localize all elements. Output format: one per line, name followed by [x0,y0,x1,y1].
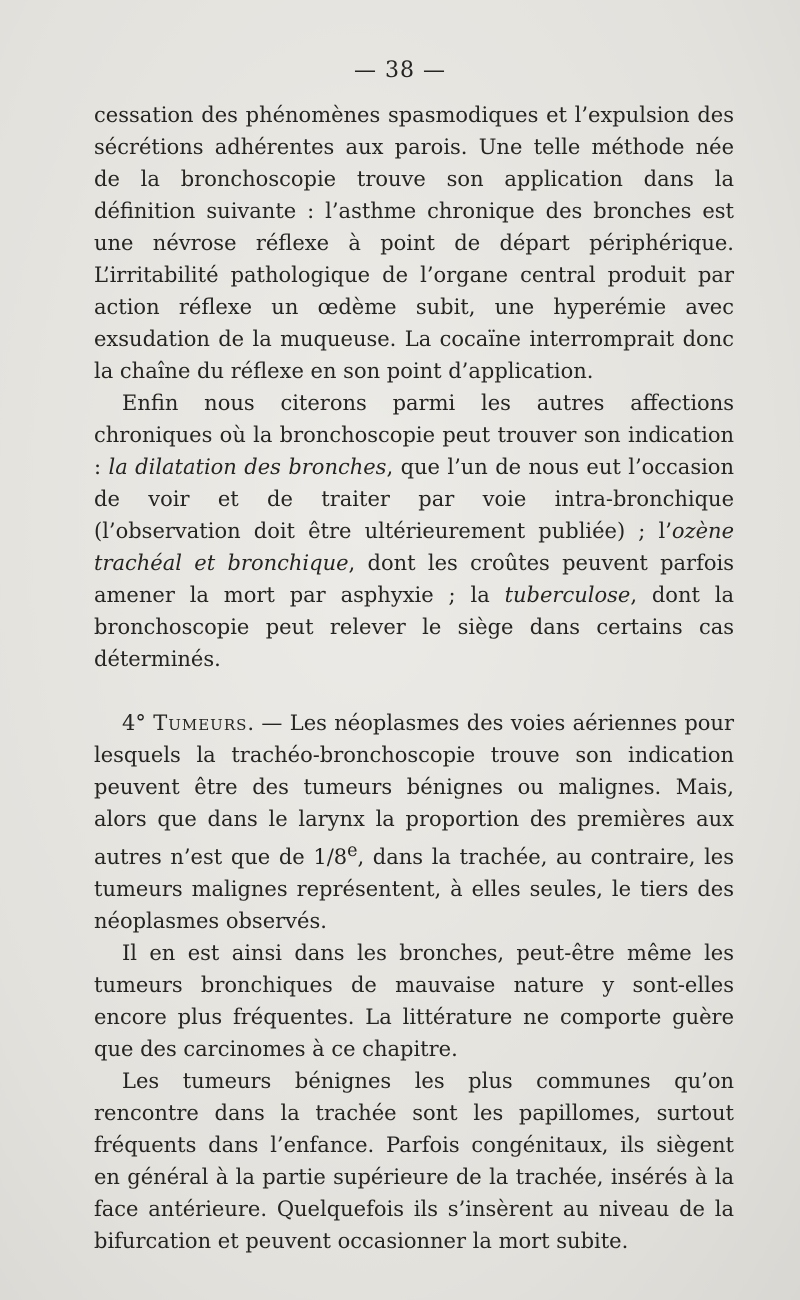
text-run: , dans la trachée, au contraire, les tumeurs malignes représentent, à elles seules, le tiers des néoplasmes observés. [94,845,734,933]
paragraph [94,707,734,937]
italic-term: tuberculose [504,583,631,607]
italic-term: ozène trachéal et bronchique [94,519,734,575]
text-run: , dont la bronchoscopie peut relever le siège dans certains cas déterminés. [94,583,735,671]
text-run: . — Les néoplasmes des voies aériennes pour lesquels la trachéo-bronchoscopie trouve son indication peuvent être des tumeurs bénignes ou malignes. Mais, alors que dans le larynx la proportion des premières aux autres n’est que de 1/8 [94,711,734,869]
text-run: , dont les croûtes peuvent parfois amener la mort par asphyxie ; la [94,551,734,607]
superscript: e [347,841,358,861]
section-heading: Tumeurs [153,711,248,735]
text-run: Enfin nous citerons parmi les autres affections chroniques où la bronchoscopie peut trouver son indication : [94,391,734,479]
text-run: 4° [122,711,154,735]
paragraph [94,937,734,1065]
paragraph [94,99,734,387]
italic-term: la dilatation des bronches [108,455,387,479]
body-text [94,99,734,1257]
text-run: Les tumeurs bénignes les plus communes qu’on rencontre dans la trachée sont les papillomes, surtout fréquents dans l’enfance. Parfois congénitaux, ils siègent en général à la partie supérieure de la trachée, insérés à la face antérieure. Quelquefois ils s’insèrent au niveau de la bifurcation et peuvent occasionner la mort subite. [94,1069,734,1253]
text-run: Il en est ainsi dans les bronches, peut-être même les tumeurs bronchiques de mauvaise nature y sont-elles encore plus fréquentes. La littérature ne comporte guère que des carcinomes à ce chapitre. [94,941,734,1061]
page-number: — 38 — [354,58,446,83]
paragraph [94,1065,734,1257]
section-gap [94,675,734,707]
text-run: cessation des phénomènes spasmodiques et l’expulsion des sécrétions adhérentes aux parois. Une telle méthode née de la bronchoscopie trouve son application dans la définition suivante : l’asthme chronique des bronches est une névrose réflexe à point de départ périphérique. L’irritabilité pathologique de l’organe central produit par action réflexe un œdème subit, une hyperémie avec exsudation de la muqueuse. La cocaïne interromprait donc la chaîne du réflexe en son point d’application. [94,103,734,383]
paragraph [94,387,734,675]
text-run: , que l’un de nous eut l’occasion de voir et de traiter par voie intra-bronchique (l’observation doit être ultérieurement publiée) ; l’ [94,455,734,543]
